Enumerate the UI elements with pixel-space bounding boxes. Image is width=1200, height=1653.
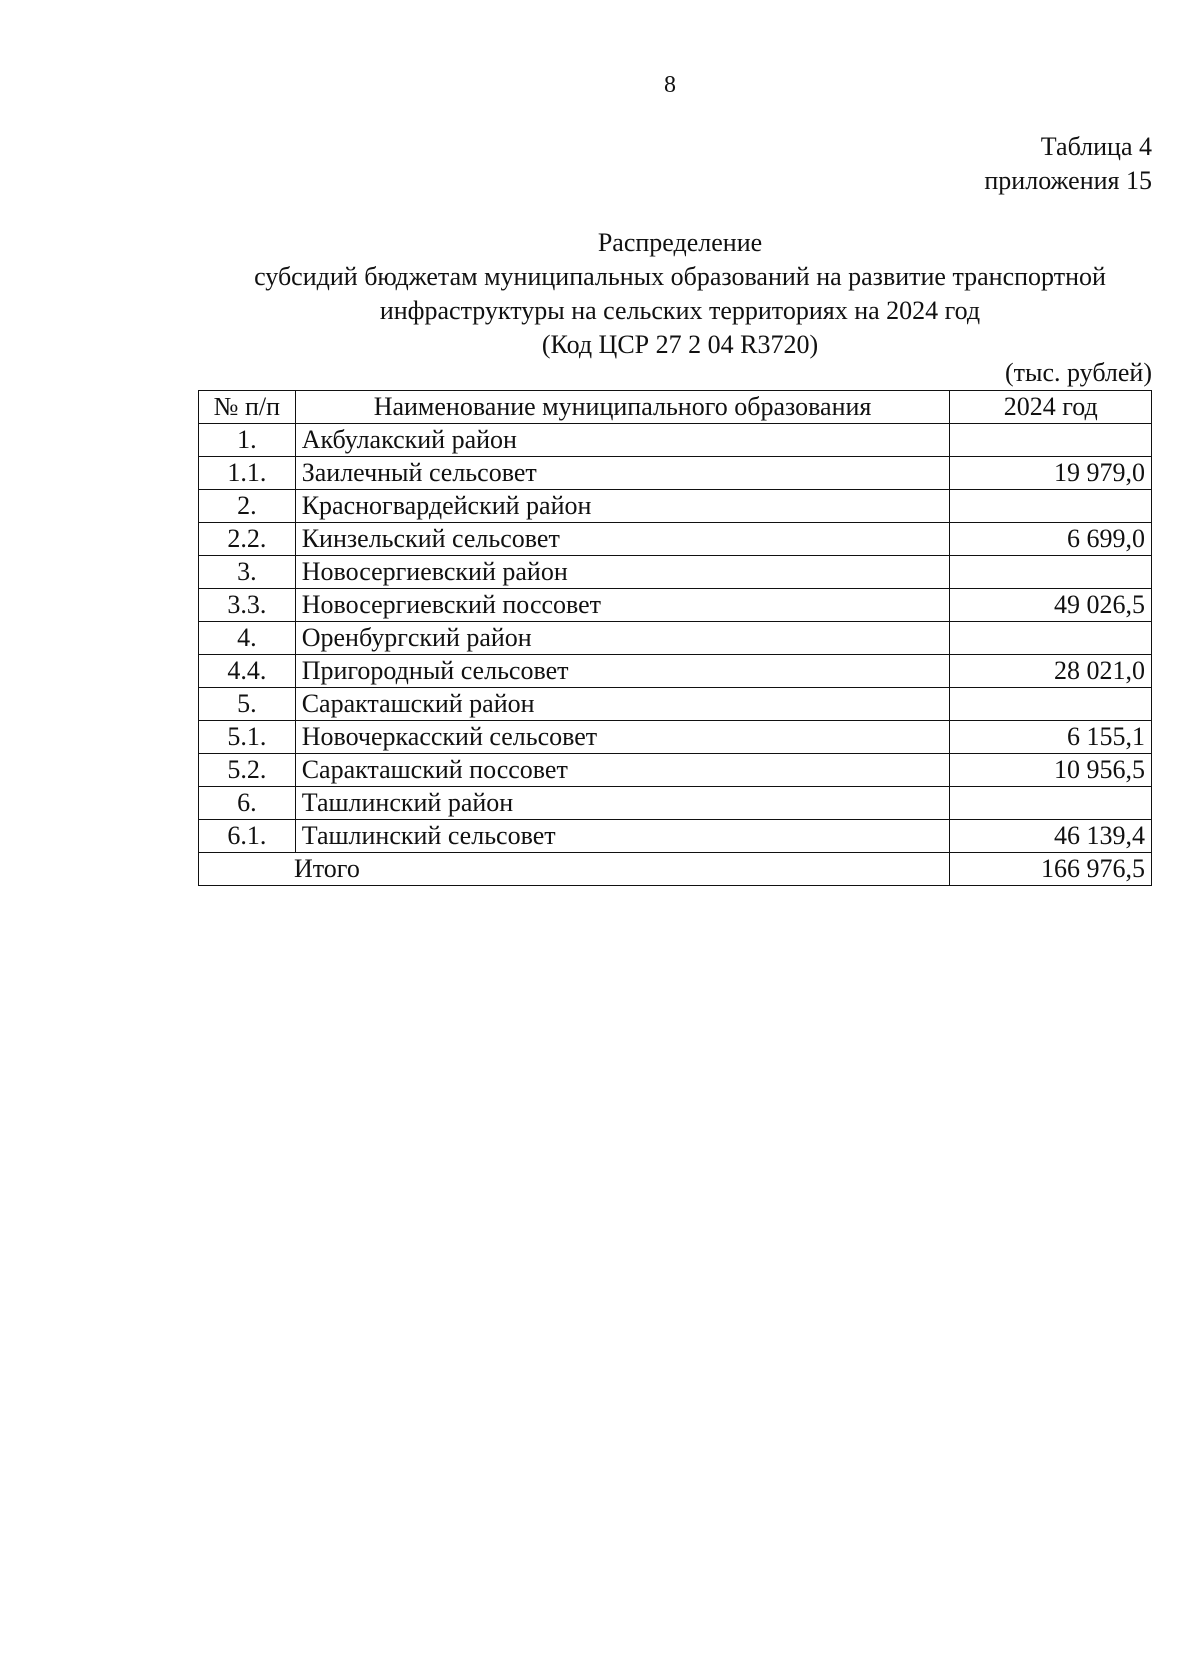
row-name: Новосергиевский район — [295, 556, 950, 589]
row-value — [950, 490, 1152, 523]
table-row — [199, 556, 1152, 589]
table-header-row — [199, 391, 1152, 424]
total-value: 166 976,5 — [950, 853, 1152, 886]
table-row — [199, 655, 1152, 688]
row-num: 5. — [199, 688, 296, 721]
table-row — [199, 523, 1152, 556]
heading-line1: Распределение — [597, 228, 763, 257]
row-value — [950, 556, 1152, 589]
total-row — [199, 853, 1152, 886]
row-num: 4. — [199, 622, 296, 655]
row-name: Новосергиевский поссовет — [295, 589, 950, 622]
row-name: Кинзельский сельсовет — [295, 523, 950, 556]
total-label: Итого — [199, 853, 950, 886]
row-value: 6 699,0 — [950, 523, 1152, 556]
table-row — [199, 424, 1152, 457]
row-name: Красногвардейский район — [295, 490, 950, 523]
row-value: 49 026,5 — [950, 589, 1152, 622]
row-num: 3.3. — [199, 589, 296, 622]
table-row — [199, 721, 1152, 754]
table-row — [199, 820, 1152, 853]
row-value — [950, 688, 1152, 721]
table-reference — [984, 130, 1152, 198]
row-num: 5.2. — [199, 754, 296, 787]
header-name: Наименование муниципального образования — [295, 391, 950, 424]
row-name: Саракташский район — [295, 688, 950, 721]
row-value: 28 021,0 — [950, 655, 1152, 688]
row-num: 4.4. — [199, 655, 296, 688]
row-num: 1. — [199, 424, 296, 457]
page-number-text: 8 — [664, 72, 676, 98]
table-row — [199, 490, 1152, 523]
row-value: 19 979,0 — [950, 457, 1152, 490]
row-num: 3. — [199, 556, 296, 589]
row-name: Ташлинский сельсовет — [295, 820, 950, 853]
heading-line4: (Код ЦСР 27 2 04 R3720) — [541, 330, 819, 359]
row-num: 6. — [199, 787, 296, 820]
row-name: Пригородный сельсовет — [295, 655, 950, 688]
row-num: 5.1. — [199, 721, 296, 754]
table-row — [199, 622, 1152, 655]
table-reference-line2: приложения 15 — [984, 166, 1152, 195]
row-num: 2.2. — [199, 523, 296, 556]
header-year: 2024 год — [950, 391, 1152, 424]
table-row — [199, 457, 1152, 490]
page-number — [0, 72, 1200, 99]
table-row — [199, 787, 1152, 820]
row-value — [950, 787, 1152, 820]
row-value: 46 139,4 — [950, 820, 1152, 853]
row-num: 1.1. — [199, 457, 296, 490]
table-reference-line1: Таблица 4 — [1040, 132, 1152, 161]
document-heading — [200, 226, 1160, 362]
row-name: Заилечный сельсовет — [295, 457, 950, 490]
table-row — [199, 754, 1152, 787]
row-value — [950, 424, 1152, 457]
row-name: Саракташский поссовет — [295, 754, 950, 787]
heading-line3: инфраструктуры на сельских территориях на 2024 год — [379, 296, 981, 325]
row-name: Ташлинский район — [295, 787, 950, 820]
table-body — [199, 424, 1152, 853]
units-label: (тыс. рублей) — [1004, 358, 1152, 387]
row-name: Акбулакский район — [295, 424, 950, 457]
table-row — [199, 589, 1152, 622]
row-num: 2. — [199, 490, 296, 523]
row-value: 6 155,1 — [950, 721, 1152, 754]
heading-line2: субсидий бюджетам муниципальных образований на развитие транспортной — [254, 262, 1106, 291]
row-name: Оренбургский район — [295, 622, 950, 655]
header-num: № п/п — [199, 391, 296, 424]
row-num: 6.1. — [199, 820, 296, 853]
table-row — [199, 688, 1152, 721]
row-value — [950, 622, 1152, 655]
row-name: Новочеркасский сельсовет — [295, 721, 950, 754]
distribution-table — [198, 390, 1152, 886]
row-value: 10 956,5 — [950, 754, 1152, 787]
